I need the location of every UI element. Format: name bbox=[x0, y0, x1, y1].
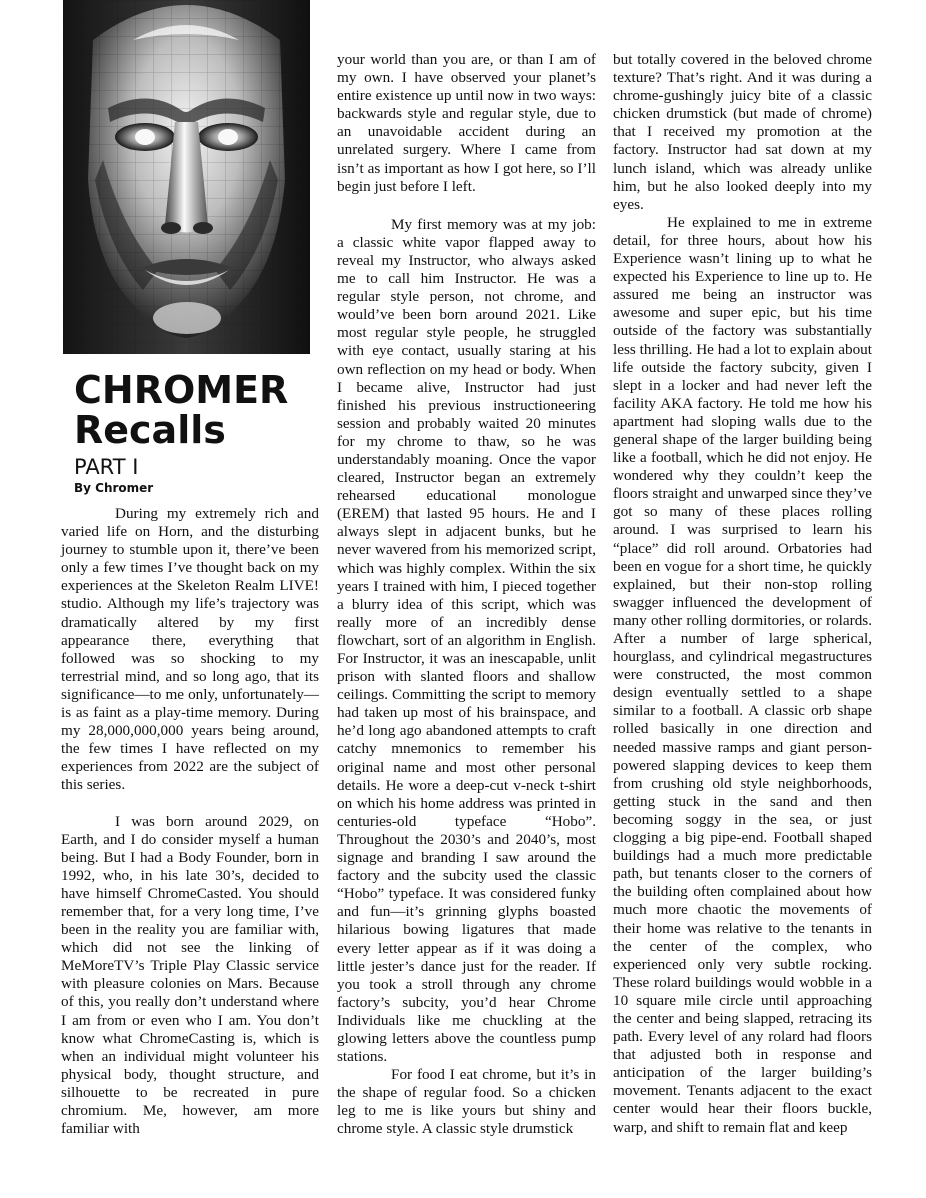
title-line-1: CHROMER bbox=[74, 368, 289, 412]
paragraph: I was born around 2029, on Earth, and I do consider myself a human being. But I had a Body Founder, born in 1992, who, in his late 30’s, decided to have himself ChromeCasted. You should remember that, for a very long time, I’ve been in the reality you are familiar with, which did not see the linking of MeMoreTV’s Triple Play Classic service with pleasure colonies on Mars. Because of this, you really don’t understand where I am from or even who I am. You don’t know what ChromeCasting is, which is when an individual might volunteer his physical body, thought structure, and silhouette to be recreated in pure chromium. Me, however, am more familiar with bbox=[61, 812, 319, 1138]
paragraph: your world than you are, or than I am of my own. I have observed your planet’s entire existence up until now in two ways: backwards style and regular style, due to an unavoidable accident during an unrelated surgery. Where I came from isn’t as important as how I got here, so I’ll begin just before I left. bbox=[337, 51, 596, 195]
paragraph: My first memory was at my job: a classic white vapor flapped away to reveal my Instructor, who always asked me to call him Instructor. He was a regular style person, not chrome, and would’ve been born around 2021. Like most regular style people, he struggled with eye contact, usually staring at his own reflection on my head or body. When I became alive, Instructor had just finished his previous instructioneering session and probably waited 20 minutes for my chrome to thaw, so he was understandably moaning. Once the vapor cleared, Instructor began an extremely rehearsed educational monologue (EREM) that lasted 95 hours. He and I always slept in adjacent bunks, but he never wavered from his memorized script, which was highly complex. Within the six years I trained with him, I pieced together a blurry idea of this script, which was really more of an incredibly dense flowchart, sort of an algorithm in English. For Instructor, it was an inescapable, unlit prison with slanted floors and shallow ceilings. Committing the script to memory had taken up most of his brainspace, and he’d long ago abandoned attempts to craft catchy mnemonics to remember his original name and most other personal details. He wore a deep-cut v-neck t-shirt on which his home address was printed in centuries-old typeface “Hobo”. Throughout the 2030’s and 2040’s, most signage and branding I saw around the factory and the subcity used the classic “Hobo” typeface. It was considered funky and fun—it’s grinning glyphs boasted hilarious bowing ligatures that made every letter appear as if it was doing a little jester’s dance just for the reader. If you took a stroll through any chrome factory’s subcity, you’d hear Chrome Individuals like me chuckling at the glowing letters above the countless pump stations. bbox=[337, 215, 596, 1066]
byline: By Chromer bbox=[74, 481, 154, 495]
part-label: PART I bbox=[74, 455, 139, 479]
column-2 bbox=[337, 51, 596, 1139]
title-line-2: Recalls bbox=[74, 408, 226, 452]
article-title bbox=[74, 370, 324, 450]
chrome-face-illustration bbox=[63, 0, 310, 354]
column-1 bbox=[61, 505, 319, 1138]
paragraph: During my extremely rich and varied life on Horn, and the disturbing journey to stumble upon it, there’ve been only a few times I’ve thought back on my experiences at the Skeleton Realm LIVE! studio. Although my life’s trajectory was dramatically altered by my first appearance there, everything that followed was so shocking to my terrestrial mind, and so long ago, that its significance—to me only, unfortunately—is as faint as a play-time memory. During my 28,000,000,000 years being around, the few times I have reflected on my experiences from 2022 are the subject of this series. bbox=[61, 505, 319, 794]
paragraph: For food I eat chrome, but it’s in the shape of regular food. So a chicken leg to me is like yours but shiny and chrome style. A classic style drumstick bbox=[337, 1066, 596, 1138]
column-3 bbox=[613, 51, 872, 1137]
paragraph: but totally covered in the beloved chrome texture? That’s right. And it was during a chrome-gushingly juicy bite of a classic chicken drumstick (but made of chrome) that I received my promotion at the factory. Instructor had sat down at my lunch island, which was already unlike him, but he also looked deeply into my eyes. bbox=[613, 51, 872, 213]
paragraph: He explained to me in extreme detail, for three hours, about how his Experience wasn’t lining up to what he expected his Experience to line up to. He assured me being an instructor was awesome and super epic, but his time outside of the factory was substantially less thrilling. He had a lot to explain about life outside the factory subcity, given I slept in a locker and had never left the facility AKA factory. He told me how his apartment had sloping walls due to the general shape of the larger building being like a football, which he did not enjoy. He wondered why they couldn’t keep the floors straight and unwarped since they’ve got so many of these places rolling around. I was surprised to learn his “place” did roll around. Orbatories had been en vogue for a short time, he quickly explained, but their non-stop rolling swagger influenced the development of many other rolling dormitories, or rolards. After a number of large spherical, hourglass, and cylindrical megastructures were constructed, the most common design eventually settled to a shape similar to a football. A classic orb shape rolled basically in one direction and needed massive ramps and giant person-powered slapping devices to keep them from crushing old style neighborhoods, getting stuck in the sand and then becoming soggy in the sea, or just clogging a big pipe-end. Football shaped buildings had a much more predictable path, but tenants closer to the corners of the building often complained about how much more chaotic the movements of their home was relative to the tenants in the center of the complex, who experienced only very subtle rocking. These rolard buildings would wobble in a 10 square mile circle until approaching the center and being slapped, retracing its path. Every level of any rolard had floors that adjusted both in response and anticipation of the larger building’s movement. Tenants adjacent to the exact center would hear their floors buckle, warp, and shift to remain flat and keep bbox=[613, 213, 872, 1136]
